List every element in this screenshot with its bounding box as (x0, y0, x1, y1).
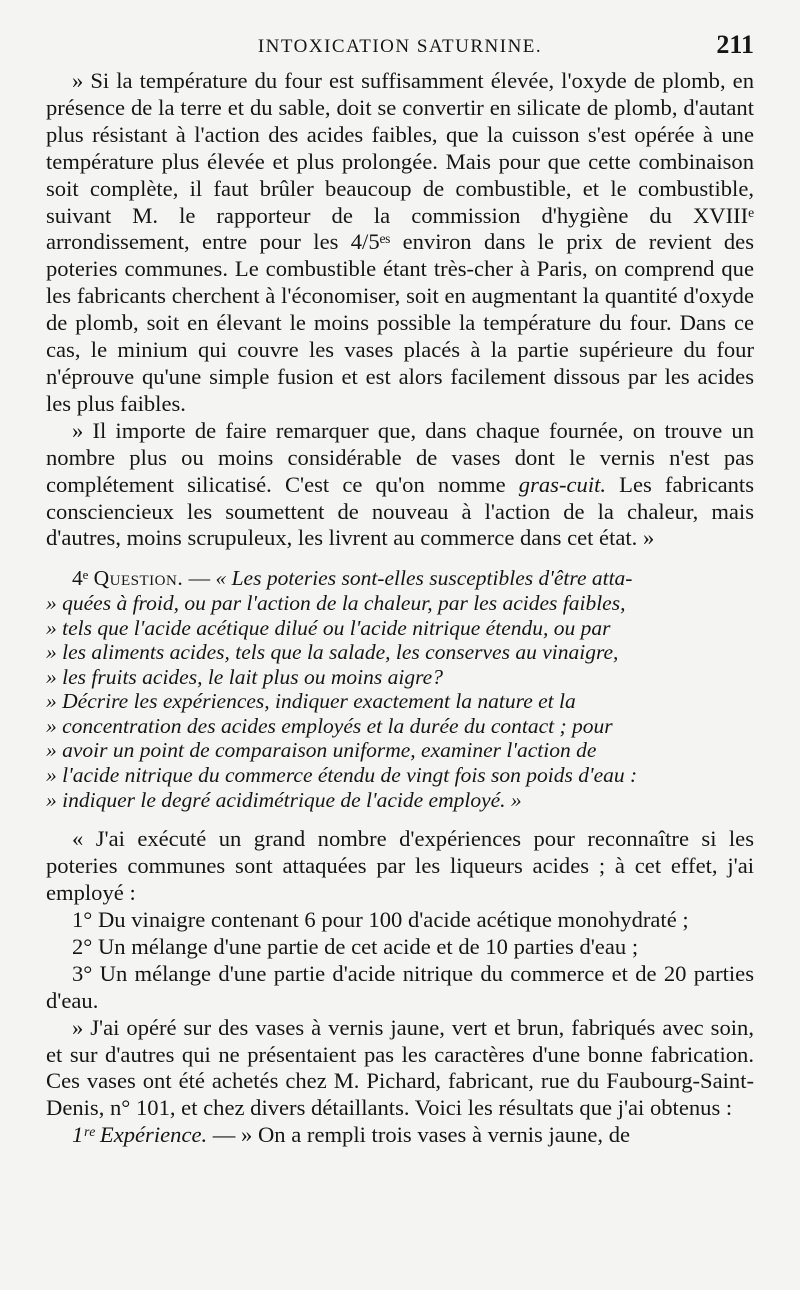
list-item-1: 1° Du vinaigre contenant 6 pour 100 d'acide acétique monohydraté ; (72, 906, 689, 932)
question-block (46, 566, 754, 812)
experience-label: 1ʳᵉ Expérience. (72, 1122, 208, 1148)
question-line: » concentration des acides employés et la durée du contact ; pour (46, 713, 613, 738)
question-dash: — (183, 566, 216, 591)
running-title: INTOXICATION SATURNINE. (257, 36, 543, 57)
question-line: » indiquer le degré acidimétrique de l'acide employé. » (46, 787, 522, 812)
question-line: » tels que l'acide acétique dilué ou l'acide nitrique étendu, ou par (46, 615, 611, 640)
paragraph-gras-cuit-text: » Il importe de faire remarquer que, dans chaque fournée, on trouve un nombre plus ou moins considérable de vases dont le vernis n'est pas complétement silicatisé. C'est ce qu'on nomme (46, 417, 754, 497)
paragraph-first-experiment (46, 1122, 754, 1149)
question-line: » Décrire les expériences, indiquer exactement la nature et la (46, 689, 576, 714)
page-body (46, 68, 754, 1149)
question-line: » les aliments acides, tels que la salade, les conserves au vinaigre, (46, 640, 619, 665)
question-line: » l'acide nitrique du commerce étendu de vingt fois son poids d'eau : (46, 763, 638, 788)
spacer (46, 812, 754, 826)
page-header (46, 28, 754, 68)
question-line-text: « Les poteries sont-elles susceptibles d'être atta- (215, 566, 633, 591)
paragraph-kiln-temperature: » Si la température du four est suffisamment élevée, l'oxyde de plomb, en présence de la terre et du sable, doit se convertir en silicate de plomb, d'autant plus résistant à l'action des acides faibles, que la cuisson s'est opérée à une température plus élevée et plus prolongée. Mais pour que cette combinaison soit complète, il faut brûler beaucoup de combustible, et le combustible, suivant M. le rapporteur de la commission d'hygiène du XVIIIᵉ arrondissement, entre pour les 4/5ᵉˢ environ dans le prix de revient des poteries communes. Le combustible étant très-cher à Paris, on comprend que les fabricants cherchent à l'économiser, soit en augmentant la quantité d'oxyde de plomb, soit en élevant le moins possible la température du four. Dans ce cas, le minium qui couvre les vases placés à la partie supérieure du four n'éprouve qu'une simple fusion et est alors facilement dissous par les acides les plus faibles. (46, 68, 754, 416)
question-line (46, 566, 754, 591)
question-line: » quées à froid, ou par l'action de la chaleur, par les acides faibles, (46, 590, 626, 615)
question-label: Question. (93, 566, 184, 591)
paragraph-gras-cuit-text-end: Les fabricants consciencieux les soumettent de nouveau à l'action de la chaleur, mais d'autres, moins scrupuleux, les livrent au commerce dans cet état. » (46, 471, 754, 551)
question-number: 4ᵉ (72, 566, 89, 591)
page-number: 211 (716, 30, 754, 59)
list-item-3: 3° Un mélange d'une partie d'acide nitrique du commerce et de 20 parties d'eau. (46, 960, 754, 1013)
question-line: » avoir un point de comparaison uniforme, examiner l'action de (46, 738, 597, 763)
paragraph-vases: » J'ai opéré sur des vases à vernis jaune, vert et brun, fabriqués avec soin, et sur d'autres qui ne présentaient pas les caractères d'une bonne fabrication. Ces vases ont été achetés chez M. Pichard, fabricant, rue du Faubourg-Saint-Denis, n° 101, et chez divers détaillants. Voici les résultats que j'ai obtenus : (46, 1014, 754, 1121)
term-gras-cuit: gras-cuit. (518, 471, 607, 497)
spacer (46, 552, 754, 566)
paragraph-experiments-intro: « J'ai exécuté un grand nombre d'expériences pour reconnaître si les poteries communes sont attaquées par les liqueurs acides ; à cet effet, j'ai employé : (46, 826, 754, 906)
paragraph-gras-cuit (46, 418, 754, 553)
experience-text: — » On a rempli trois vases à vernis jaune, de (207, 1122, 631, 1148)
question-line: » les fruits acides, le lait plus ou moins aigre? (46, 664, 443, 689)
list-item-2: 2° Un mélange d'une partie de cet acide et de 10 parties d'eau ; (72, 933, 639, 959)
